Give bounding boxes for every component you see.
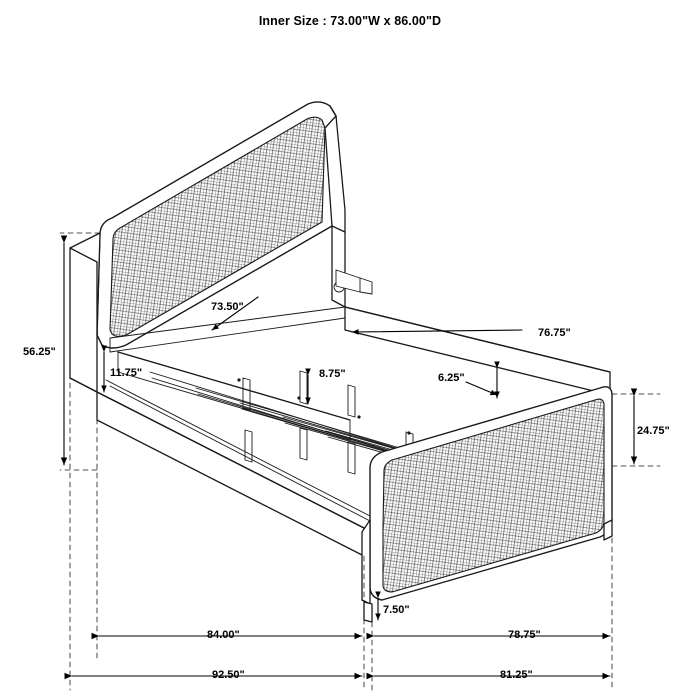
- dim-headboard-width: 73.50": [211, 301, 244, 313]
- dim-overall-length-right: 81.25": [500, 669, 533, 681]
- headboard-left-post: [70, 233, 100, 392]
- dim-side-length-right: 78.75": [508, 629, 541, 641]
- dim-footboard-height: 24.75": [637, 425, 670, 437]
- dim-deck-to-floor-front: 11.75": [110, 367, 143, 379]
- dim-overall-height: 56.25": [23, 346, 56, 358]
- page-title: Inner Size : 73.00"W x 86.00"D: [258, 14, 442, 28]
- dim-overall-length-left: 92.50": [212, 669, 245, 681]
- dim-side-length-left: 84.00": [207, 629, 240, 641]
- dim-slat-height: 8.75": [319, 368, 346, 380]
- dim-side-rail-height: 6.25": [438, 372, 465, 384]
- dim-rail-length: 76.75": [538, 327, 571, 339]
- footboard-panel: [362, 387, 612, 622]
- dim-footboard-clearance: 7.50": [383, 604, 410, 616]
